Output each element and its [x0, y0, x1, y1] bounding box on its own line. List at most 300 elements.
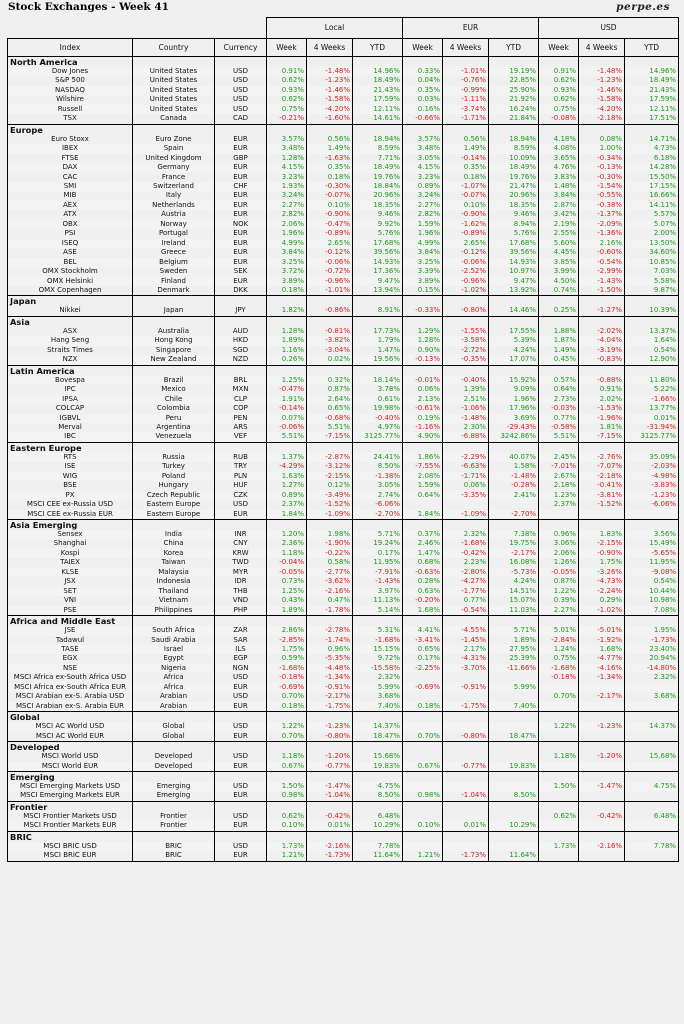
region-name: Emerging [8, 772, 133, 783]
value-cell: -4.27% [443, 577, 489, 586]
country-cell: Euro Zone [133, 135, 215, 144]
currency-cell: RUB [215, 453, 267, 462]
value-cell: -0.12% [443, 248, 489, 257]
value-cell: 2.02% [579, 395, 625, 404]
country-cell: Sweden [133, 267, 215, 276]
table-row [8, 692, 679, 701]
region-spacer-cell [489, 316, 539, 327]
value-cell: 2.67% [539, 472, 579, 481]
table-row [8, 587, 679, 596]
country-cell: United States [133, 95, 215, 104]
country-cell: Thailand [133, 587, 215, 596]
value-cell: 1.21% [267, 851, 307, 861]
table-row [8, 267, 679, 276]
region-spacer-cell [267, 124, 307, 135]
region-spacer-cell [539, 801, 579, 812]
country-cell: Austria [133, 210, 215, 219]
value-cell: -1.58% [307, 95, 353, 104]
table-row [8, 210, 679, 219]
value-cell: 0.93% [539, 86, 579, 95]
region-spacer-cell [579, 296, 625, 307]
currency-cell: USD [215, 500, 267, 509]
value-cell: 2.27% [539, 606, 579, 616]
value-cell: -0.18% [267, 673, 307, 682]
country-cell: New Zealand [133, 355, 215, 365]
country-cell: Arabian [133, 702, 215, 712]
currency-cell: INR [215, 530, 267, 539]
value-cell: -2.99% [579, 267, 625, 276]
region-spacer-cell [353, 831, 403, 842]
table-row [8, 821, 679, 831]
region-spacer-cell [133, 772, 215, 783]
region-spacer-cell [133, 616, 215, 627]
value-cell [539, 510, 579, 520]
value-cell: -7.15% [307, 432, 353, 442]
table-row [8, 327, 679, 336]
value-cell: 20.94% [625, 654, 679, 663]
currency-cell: TWD [215, 558, 267, 567]
table-row [8, 95, 679, 104]
country-cell: Arabian [133, 692, 215, 701]
value-cell: 17.96% [489, 404, 539, 413]
table-row [8, 462, 679, 471]
country-cell: Colombia [133, 404, 215, 413]
value-cell: 0.35% [443, 163, 489, 172]
value-cell: -1.47% [307, 782, 353, 791]
value-cell: -2.16% [307, 587, 353, 596]
index-name-cell: SMI [8, 182, 133, 191]
value-cell: -4.77% [579, 654, 625, 663]
currency-cell: THB [215, 587, 267, 596]
value-cell: 4.41% [403, 626, 443, 635]
region-spacer-cell [625, 316, 679, 327]
country-cell: Egypt [133, 654, 215, 663]
value-cell: -0.80% [307, 732, 353, 742]
col-eur-week: Week [403, 39, 443, 57]
region-spacer-cell [267, 520, 307, 531]
value-cell: 25.39% [489, 654, 539, 663]
value-cell: 15.68% [353, 752, 403, 761]
value-cell: -0.40% [443, 376, 489, 385]
region-spacer-cell [625, 442, 679, 453]
value-cell: 0.91% [267, 67, 307, 76]
index-name-cell: MSCI Frontier Markets USD [8, 812, 133, 821]
value-cell: 0.96% [307, 645, 353, 654]
region-spacer-cell [539, 57, 579, 68]
country-cell: Frontier [133, 812, 215, 821]
index-name-cell: BEL [8, 258, 133, 267]
value-cell: 0.04% [403, 76, 443, 85]
currency-cell: EUR [215, 791, 267, 801]
value-cell: 0.65% [307, 404, 353, 413]
value-cell: -1.02% [443, 286, 489, 296]
value-cell: 1.39% [443, 385, 489, 394]
value-cell: 0.63% [403, 587, 443, 596]
value-cell: 19.76% [353, 173, 403, 182]
value-cell: 1.75% [267, 645, 307, 654]
value-cell: 20.96% [353, 191, 403, 200]
region-spacer-cell [625, 124, 679, 135]
value-cell: -1.45% [443, 636, 489, 645]
region-spacer-cell [489, 296, 539, 307]
value-cell: 3.89% [403, 277, 443, 286]
value-cell: 4.73% [625, 144, 679, 153]
region-spacer-cell [215, 124, 267, 135]
value-cell: 19.19% [489, 67, 539, 76]
country-cell: Germany [133, 163, 215, 172]
value-cell: -0.89% [443, 229, 489, 238]
value-cell: 3.24% [267, 191, 307, 200]
value-cell: 0.91% [539, 67, 579, 76]
value-cell: 17.51% [625, 114, 679, 124]
value-cell: -1.07% [443, 182, 489, 191]
value-cell: 4.18% [539, 135, 579, 144]
value-cell: -0.66% [403, 114, 443, 124]
value-cell: 3.48% [403, 144, 443, 153]
value-cell: 1.83% [579, 530, 625, 539]
value-cell: 1.89% [267, 606, 307, 616]
value-cell: 12.11% [625, 105, 679, 114]
currency-cell: EUR [215, 762, 267, 772]
value-cell [579, 791, 625, 801]
value-cell: 4.24% [489, 577, 539, 586]
value-cell: 1.93% [267, 182, 307, 191]
region-spacer-cell [307, 296, 353, 307]
value-cell: -1.34% [579, 673, 625, 682]
value-cell: 0.08% [579, 135, 625, 144]
value-cell: -2.15% [307, 472, 353, 481]
value-cell: 11.64% [353, 851, 403, 861]
index-name-cell: Bovespa [8, 376, 133, 385]
region-spacer-cell [539, 831, 579, 842]
value-cell: -0.33% [403, 306, 443, 316]
value-cell: 0.61% [353, 395, 403, 404]
table-row [8, 201, 679, 210]
index-name-cell: Euro Stoxx [8, 135, 133, 144]
value-cell: -0.41% [579, 481, 625, 490]
value-cell: 1.49% [307, 144, 353, 153]
currency-cell: KRW [215, 549, 267, 558]
value-cell: 1.59% [403, 220, 443, 229]
value-cell [403, 500, 443, 509]
index-name-cell: PSI [8, 229, 133, 238]
value-cell: -0.77% [443, 762, 489, 772]
value-cell: 1.96% [489, 395, 539, 404]
value-cell: 3.42% [539, 210, 579, 219]
value-cell: -2.52% [443, 267, 489, 276]
value-cell: 0.70% [403, 732, 443, 742]
country-cell: United States [133, 105, 215, 114]
value-cell: 18.94% [353, 135, 403, 144]
country-cell: Eastern Europe [133, 510, 215, 520]
country-cell: Vietnam [133, 596, 215, 605]
value-cell: -0.58% [539, 423, 579, 432]
region-spacer-cell [579, 57, 625, 68]
value-cell: 14.11% [625, 201, 679, 210]
value-cell: 5.99% [489, 683, 539, 692]
value-cell: 0.56% [443, 135, 489, 144]
value-cell: -0.28% [489, 481, 539, 490]
region-spacer-cell [579, 772, 625, 783]
value-cell: 3.39% [403, 267, 443, 276]
value-cell: 3.25% [403, 258, 443, 267]
value-cell: 3.56% [625, 530, 679, 539]
value-cell: 2.65% [443, 239, 489, 248]
country-cell: Hong Kong [133, 336, 215, 345]
exchanges-table [7, 17, 679, 862]
table-row [8, 568, 679, 577]
index-name-cell: NSE [8, 664, 133, 673]
value-cell [539, 851, 579, 861]
table-row [8, 395, 679, 404]
value-cell: -2.25% [403, 664, 443, 673]
region-spacer-cell [215, 831, 267, 842]
country-cell: Israel [133, 645, 215, 654]
region-name: Eastern Europe [8, 442, 133, 453]
value-cell: 1.18% [267, 752, 307, 761]
value-cell: 1.98% [307, 530, 353, 539]
index-name-cell: MSCI Emerging Markets USD [8, 782, 133, 791]
region-spacer-cell [215, 365, 267, 376]
value-cell: -0.90% [579, 549, 625, 558]
region-spacer-cell [215, 316, 267, 327]
value-cell: 0.64% [539, 385, 579, 394]
value-cell: 0.26% [267, 355, 307, 365]
value-cell: 0.17% [353, 549, 403, 558]
value-cell [443, 673, 489, 682]
region-spacer-cell [353, 442, 403, 453]
region-spacer-cell [489, 801, 539, 812]
value-cell: -0.54% [443, 606, 489, 616]
currency-cell: EUR [215, 258, 267, 267]
value-cell: 3.97% [353, 587, 403, 596]
value-cell: -1.23% [625, 491, 679, 500]
value-cell: 35.09% [625, 453, 679, 462]
currency-cell: VND [215, 596, 267, 605]
region-header-row [8, 365, 679, 376]
region-spacer-cell [579, 365, 625, 376]
country-cell: Australia [133, 327, 215, 336]
value-cell: -0.03% [539, 404, 579, 413]
currency-cell: SGD [215, 346, 267, 355]
region-spacer-cell [579, 124, 625, 135]
value-cell: 0.67% [267, 762, 307, 772]
value-cell: 5.51% [539, 432, 579, 442]
value-cell: -6.06% [625, 500, 679, 509]
country-cell: Global [133, 732, 215, 742]
value-cell: 0.70% [267, 692, 307, 701]
value-cell: 14.61% [353, 114, 403, 124]
value-cell: 0.57% [539, 376, 579, 385]
region-spacer-cell [133, 365, 215, 376]
col-eur-4weeks: 4 Weeks [443, 39, 489, 57]
value-cell: 23.40% [625, 645, 679, 654]
index-name-cell: IPSA [8, 395, 133, 404]
value-cell: -1.48% [443, 414, 489, 423]
index-name-cell: MSCI BRIC EUR [8, 851, 133, 861]
value-cell: 1.84% [267, 510, 307, 520]
value-cell: 0.12% [307, 481, 353, 490]
value-cell: 5.71% [353, 530, 403, 539]
value-cell: -0.86% [307, 306, 353, 316]
value-cell: -2.18% [579, 472, 625, 481]
region-name: Global [8, 712, 133, 723]
value-cell: 9.47% [489, 277, 539, 286]
value-cell: 2.82% [403, 210, 443, 219]
value-cell: 0.62% [267, 812, 307, 821]
value-cell: -1.68% [353, 636, 403, 645]
value-cell: 1.22% [267, 722, 307, 731]
value-cell: 2.19% [539, 220, 579, 229]
value-cell: 5.31% [353, 626, 403, 635]
value-cell: 0.10% [443, 201, 489, 210]
country-cell: Greece [133, 248, 215, 257]
value-cell: -3.41% [403, 636, 443, 645]
value-cell [443, 500, 489, 509]
region-spacer-cell [267, 296, 307, 307]
region-spacer-cell [625, 712, 679, 723]
region-spacer-cell [443, 365, 489, 376]
country-cell: Poland [133, 472, 215, 481]
value-cell: -1.23% [579, 722, 625, 731]
region-spacer-cell [353, 742, 403, 753]
currency-cell: EUR [215, 248, 267, 257]
region-spacer-cell [307, 520, 353, 531]
value-cell: 9.72% [353, 654, 403, 663]
region-header-row [8, 831, 679, 842]
region-spacer-cell [539, 712, 579, 723]
value-cell: -0.40% [353, 414, 403, 423]
table-row [8, 163, 679, 172]
value-cell: 2.18% [539, 481, 579, 490]
value-cell [539, 791, 579, 801]
value-cell: 1.73% [539, 842, 579, 851]
value-cell [443, 722, 489, 731]
value-cell: 2.32% [443, 530, 489, 539]
value-cell: 0.10% [307, 201, 353, 210]
index-name-cell: KLSE [8, 568, 133, 577]
value-cell: 14.93% [489, 258, 539, 267]
value-cell [625, 791, 679, 801]
index-name-cell: VNI [8, 596, 133, 605]
value-cell: 2.41% [489, 491, 539, 500]
currency-cell: NZD [215, 355, 267, 365]
value-cell: -0.01% [403, 376, 443, 385]
currency-cell: ZAR [215, 626, 267, 635]
value-cell: -0.05% [267, 568, 307, 577]
value-cell [579, 683, 625, 692]
region-spacer-cell [267, 57, 307, 68]
value-cell: 15.15% [353, 645, 403, 654]
currency-cell: USD [215, 105, 267, 114]
value-cell: 3.48% [267, 144, 307, 153]
index-name-cell: COLCAP [8, 404, 133, 413]
region-spacer-cell [403, 365, 443, 376]
country-cell: Italy [133, 191, 215, 200]
value-cell: 2.32% [353, 673, 403, 682]
value-cell [489, 722, 539, 731]
currency-cell: USD [215, 722, 267, 731]
value-cell: 0.58% [307, 558, 353, 567]
region-spacer-cell [215, 57, 267, 68]
country-cell: Emerging [133, 782, 215, 791]
country-cell: Chile [133, 395, 215, 404]
region-spacer-cell [133, 831, 215, 842]
value-cell: 2.55% [539, 229, 579, 238]
value-cell: -1.60% [307, 114, 353, 124]
value-cell: -0.63% [403, 568, 443, 577]
country-cell: Belgium [133, 258, 215, 267]
region-spacer-cell [353, 772, 403, 783]
region-spacer-cell [353, 616, 403, 627]
value-cell: 3.69% [489, 414, 539, 423]
currency-cell: USD [215, 692, 267, 701]
index-name-cell: Nikkei [8, 306, 133, 316]
col-currency: Currency [215, 39, 267, 57]
index-name-cell: Hang Seng [8, 336, 133, 345]
value-cell: 3.78% [353, 385, 403, 394]
table-row [8, 732, 679, 742]
index-name-cell: MSCI Frontier Markets EUR [8, 821, 133, 831]
region-spacer-cell [489, 124, 539, 135]
value-cell: 0.07% [267, 414, 307, 423]
value-cell: 1.96% [403, 229, 443, 238]
currency-cell: EUR [215, 210, 267, 219]
value-cell: 1.84% [403, 510, 443, 520]
value-cell: 0.73% [267, 577, 307, 586]
country-cell: South Africa [133, 626, 215, 635]
value-cell: 5.60% [539, 239, 579, 248]
value-cell: -1.23% [579, 76, 625, 85]
region-spacer-cell [353, 124, 403, 135]
table-row [8, 851, 679, 861]
index-name-cell: Russell [8, 105, 133, 114]
value-cell [489, 673, 539, 682]
value-cell: 5.51% [307, 423, 353, 432]
value-cell: -6.63% [443, 462, 489, 471]
value-cell: 1.18% [267, 549, 307, 558]
region-spacer-cell [489, 831, 539, 842]
value-cell: 39.56% [353, 248, 403, 257]
currency-cell: NOK [215, 220, 267, 229]
value-cell: -0.88% [579, 376, 625, 385]
value-cell: 0.77% [443, 596, 489, 605]
value-cell: 0.98% [403, 791, 443, 801]
country-cell: Denmark [133, 286, 215, 296]
value-cell: 7.71% [353, 154, 403, 163]
value-cell: 1.63% [267, 472, 307, 481]
value-cell: 8.59% [353, 144, 403, 153]
value-cell: -1.47% [579, 782, 625, 791]
value-cell: -1.43% [579, 277, 625, 286]
value-cell: 1.50% [539, 782, 579, 791]
country-cell: Canada [133, 114, 215, 124]
value-cell: 2.36% [267, 539, 307, 548]
value-cell: -2.17% [307, 692, 353, 701]
country-cell: Norway [133, 220, 215, 229]
table-row [8, 596, 679, 605]
country-cell: Korea [133, 549, 215, 558]
value-cell: -0.14% [443, 154, 489, 163]
value-cell: 0.62% [267, 76, 307, 85]
table-row [8, 530, 679, 539]
value-cell: 2.64% [307, 395, 353, 404]
currency-cell: AUD [215, 327, 267, 336]
table-row [8, 67, 679, 76]
country-cell: Emerging [133, 791, 215, 801]
region-spacer-cell [353, 712, 403, 723]
value-cell: 2.46% [403, 539, 443, 548]
